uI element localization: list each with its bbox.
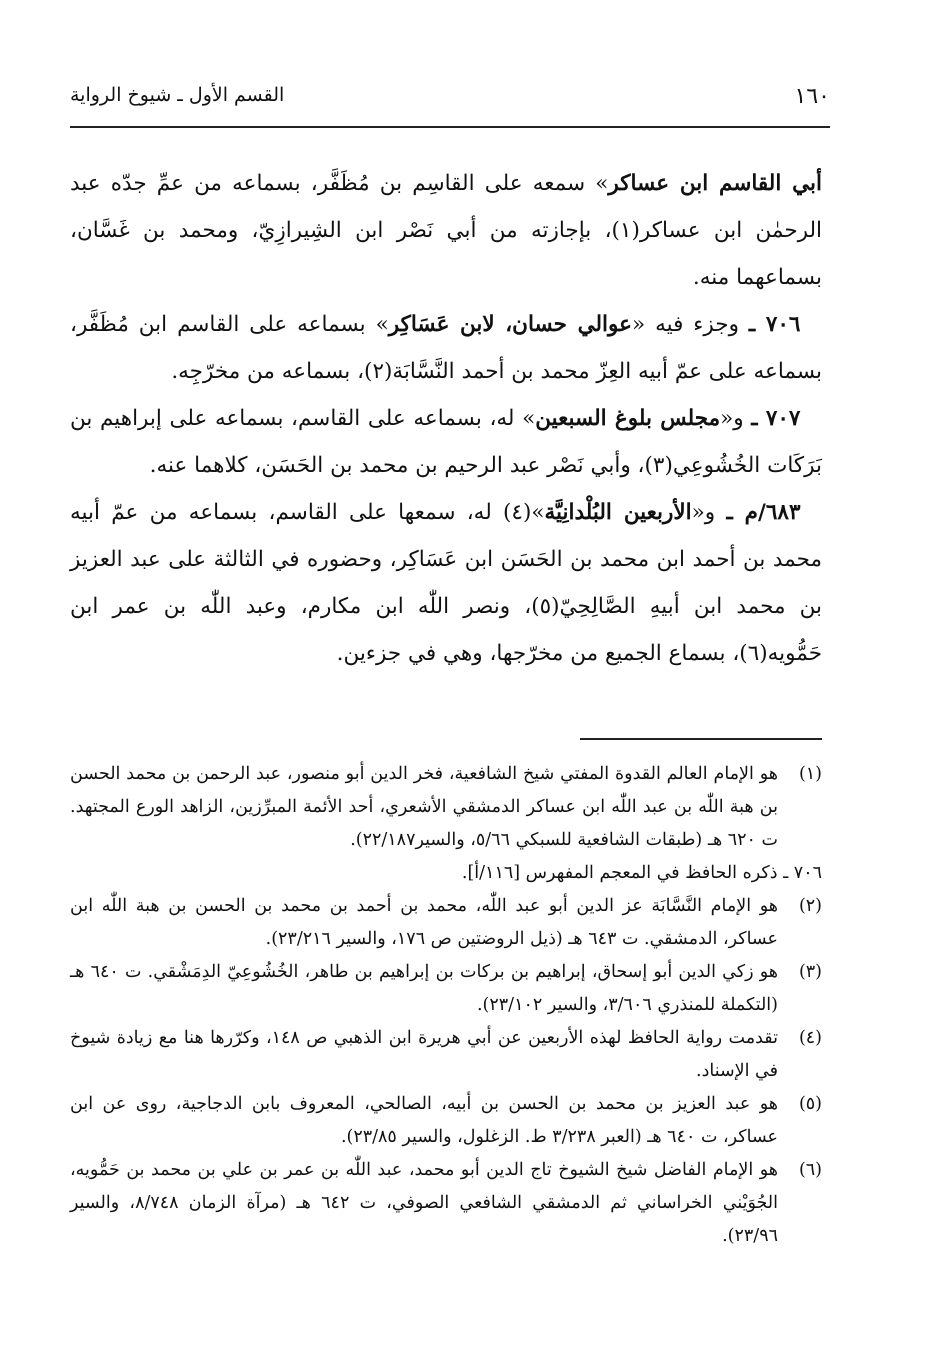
footnote-text: هو الإمام العالم القدوة المفتي شيخ الشافعية، فخر الدين أبو منصور، عبد الرحمن بن محمد الحسن بن هبة اللّٰه بن عبد اللّٰه ابن عساكر الدمشقي الأشعري، أحد الأئمة المبرِّزين، الزاهد الورع المجتهد. ت ٦٢٠ هـ (طبقات الشافعية للسبكي ٥/٦٦، والسير٢٢/١٨٧). [70, 764, 778, 850]
footnote-note-706: ٧٠٦ ـ ذكره الحافظ في المعجم المفهرس [١١٦/أ]. [461, 863, 822, 883]
paragraph-1 [70, 160, 822, 301]
footnote-number: (٦) [798, 1160, 822, 1180]
entry-number: ٧٠٦ ـ [748, 312, 801, 337]
footnote-text: هو الإمام النَّسَّابَة عز الدين أبو عبد اللّٰه، محمد بن أحمد بن محمد بن الحسن بن هبة اللّٰه ابن عساكر، الدمشقي. ت ٦٤٣ هـ (ذيل الروضتين ص ١٧٦، والسير ٢٣/٢١٦). [70, 896, 778, 949]
paragraph-706 [70, 301, 822, 395]
footnote-number: (٤) [798, 1028, 822, 1048]
footnote-text: هو زكي الدين أبو إسحاق، إبراهيم بن بركات بن إبراهيم بن طاهر، الخُشُوعِيّ الدِمَشْقي. ت ٦٤٠ هـ (التكملة للمنذري ٣/٦٠٦، والسير ٢٣/١٠٢). [70, 962, 778, 1015]
entry-number: ٧٠٧ ـ [751, 406, 801, 431]
paragraph-text: » بسماعه على القاسم ابن مُظَفَّر، بسماعه على عمّ أبيه العِزّ محمد بن أحمد النَّسَّابَة(٢)، بسماعه من مخرّجِه. [70, 312, 822, 384]
page-header [70, 84, 830, 118]
paragraph-text: » له، بسماعه على القاسم، بسماعه على إبراهيم بن بَرَكَات الخُشُوعِي(٣)، وأبي نَصْر عبد الرحيم بن محمد بن الحَسَن، كلاهما عنه. [70, 406, 822, 478]
footnote-number: (٣) [798, 962, 822, 982]
paragraph-prefix: و« [691, 500, 727, 525]
footnote-text: هو عبد العزيز بن محمد بن الحسن بن أبيه، الصالحي، المعروف بابن الدجاجية، روى عن ابن عساكر، ت ٦٤٠ هـ (العبر ٣/٢٣٨ ط. الزغلول، والسير ٢٣/٨٥). [70, 1094, 778, 1147]
footnotes [70, 758, 822, 1253]
bold-title: مجلس بلوغ السبعين [535, 406, 721, 431]
footnote-number: (٥) [798, 1094, 822, 1114]
footnote-number: (٢) [798, 896, 822, 916]
footnote-3 [70, 956, 822, 1022]
footnote-2 [70, 890, 822, 956]
paragraph-prefix: و« [720, 406, 752, 431]
bold-title: أبي القاسم ابن عساكر [608, 171, 822, 196]
footnote-5 [70, 1088, 822, 1154]
footnote-text: هو الإمام الفاضل شيخ الشيوخ تاج الدين أبو محمد، عبد اللّٰه بن عمر بن علي بن محمد بن حَمُّويه، الجُوَيْني الخراساني ثم الدمشقي الشافعي الصوفي، ت ٦٤٢ هـ (مرآة الزمان ٨/٧٤٨، والسير ٢٣/٩٦). [70, 1160, 778, 1246]
paragraph-text: »(٤) له، سمعها على القاسم، بسماعه من عمّ أبيه محمد بن أحمد ابن محمد بن الحَسَن ابن عَسَاكِر، وحضوره في الثالثة على عبد العزيز بن محمد ابن أبيهِ الصَّالِحِيّ(٥)، ونصر اللّٰه ابن مكارم، وعبد اللّٰه بن عمر ابن حَمُّويه(٦)، بسماع الجميع من مخرّجها، وهي في جزءين. [70, 500, 822, 666]
footnote-divider [580, 738, 822, 740]
main-text [70, 160, 822, 677]
footnote-6 [70, 1154, 822, 1253]
bold-title: عوالي حسان، لابن عَسَاكِر [388, 312, 632, 337]
footnote-1 [70, 758, 822, 857]
page-number: ١٦٠ [794, 84, 830, 109]
paragraph-683m [70, 489, 822, 677]
bold-title: الأربعين البُلْدانِيَّة [544, 500, 692, 525]
footnote-4 [70, 1022, 822, 1088]
running-title: القسم الأول ـ شيوخ الرواية [70, 84, 285, 106]
paragraph-text: » سمعه على القاسِم بن مُظَفَّر، بسماعه من عمِّ جدّه عبد الرحمٰن ابن عساكر(١)، بإجازته من أبي نَصْر ابن الشِيرازِيّ، ومحمد بن غَسَّان، بسماعهما منه. [70, 171, 822, 290]
entry-number: ٦٨٣/م ـ [726, 500, 801, 525]
footnote-number: (١) [798, 764, 822, 784]
paragraph-prefix: وجزء فيه « [631, 312, 749, 337]
header-divider [70, 126, 830, 128]
paragraph-707 [70, 395, 822, 489]
footnote-text: تقدمت رواية الحافظ لهذه الأربعين عن أبي هريرة ابن الذهبي ص ١٤٨، وكرّرها هنا مع زيادة شيوخ في الإسناد. [70, 1028, 778, 1081]
